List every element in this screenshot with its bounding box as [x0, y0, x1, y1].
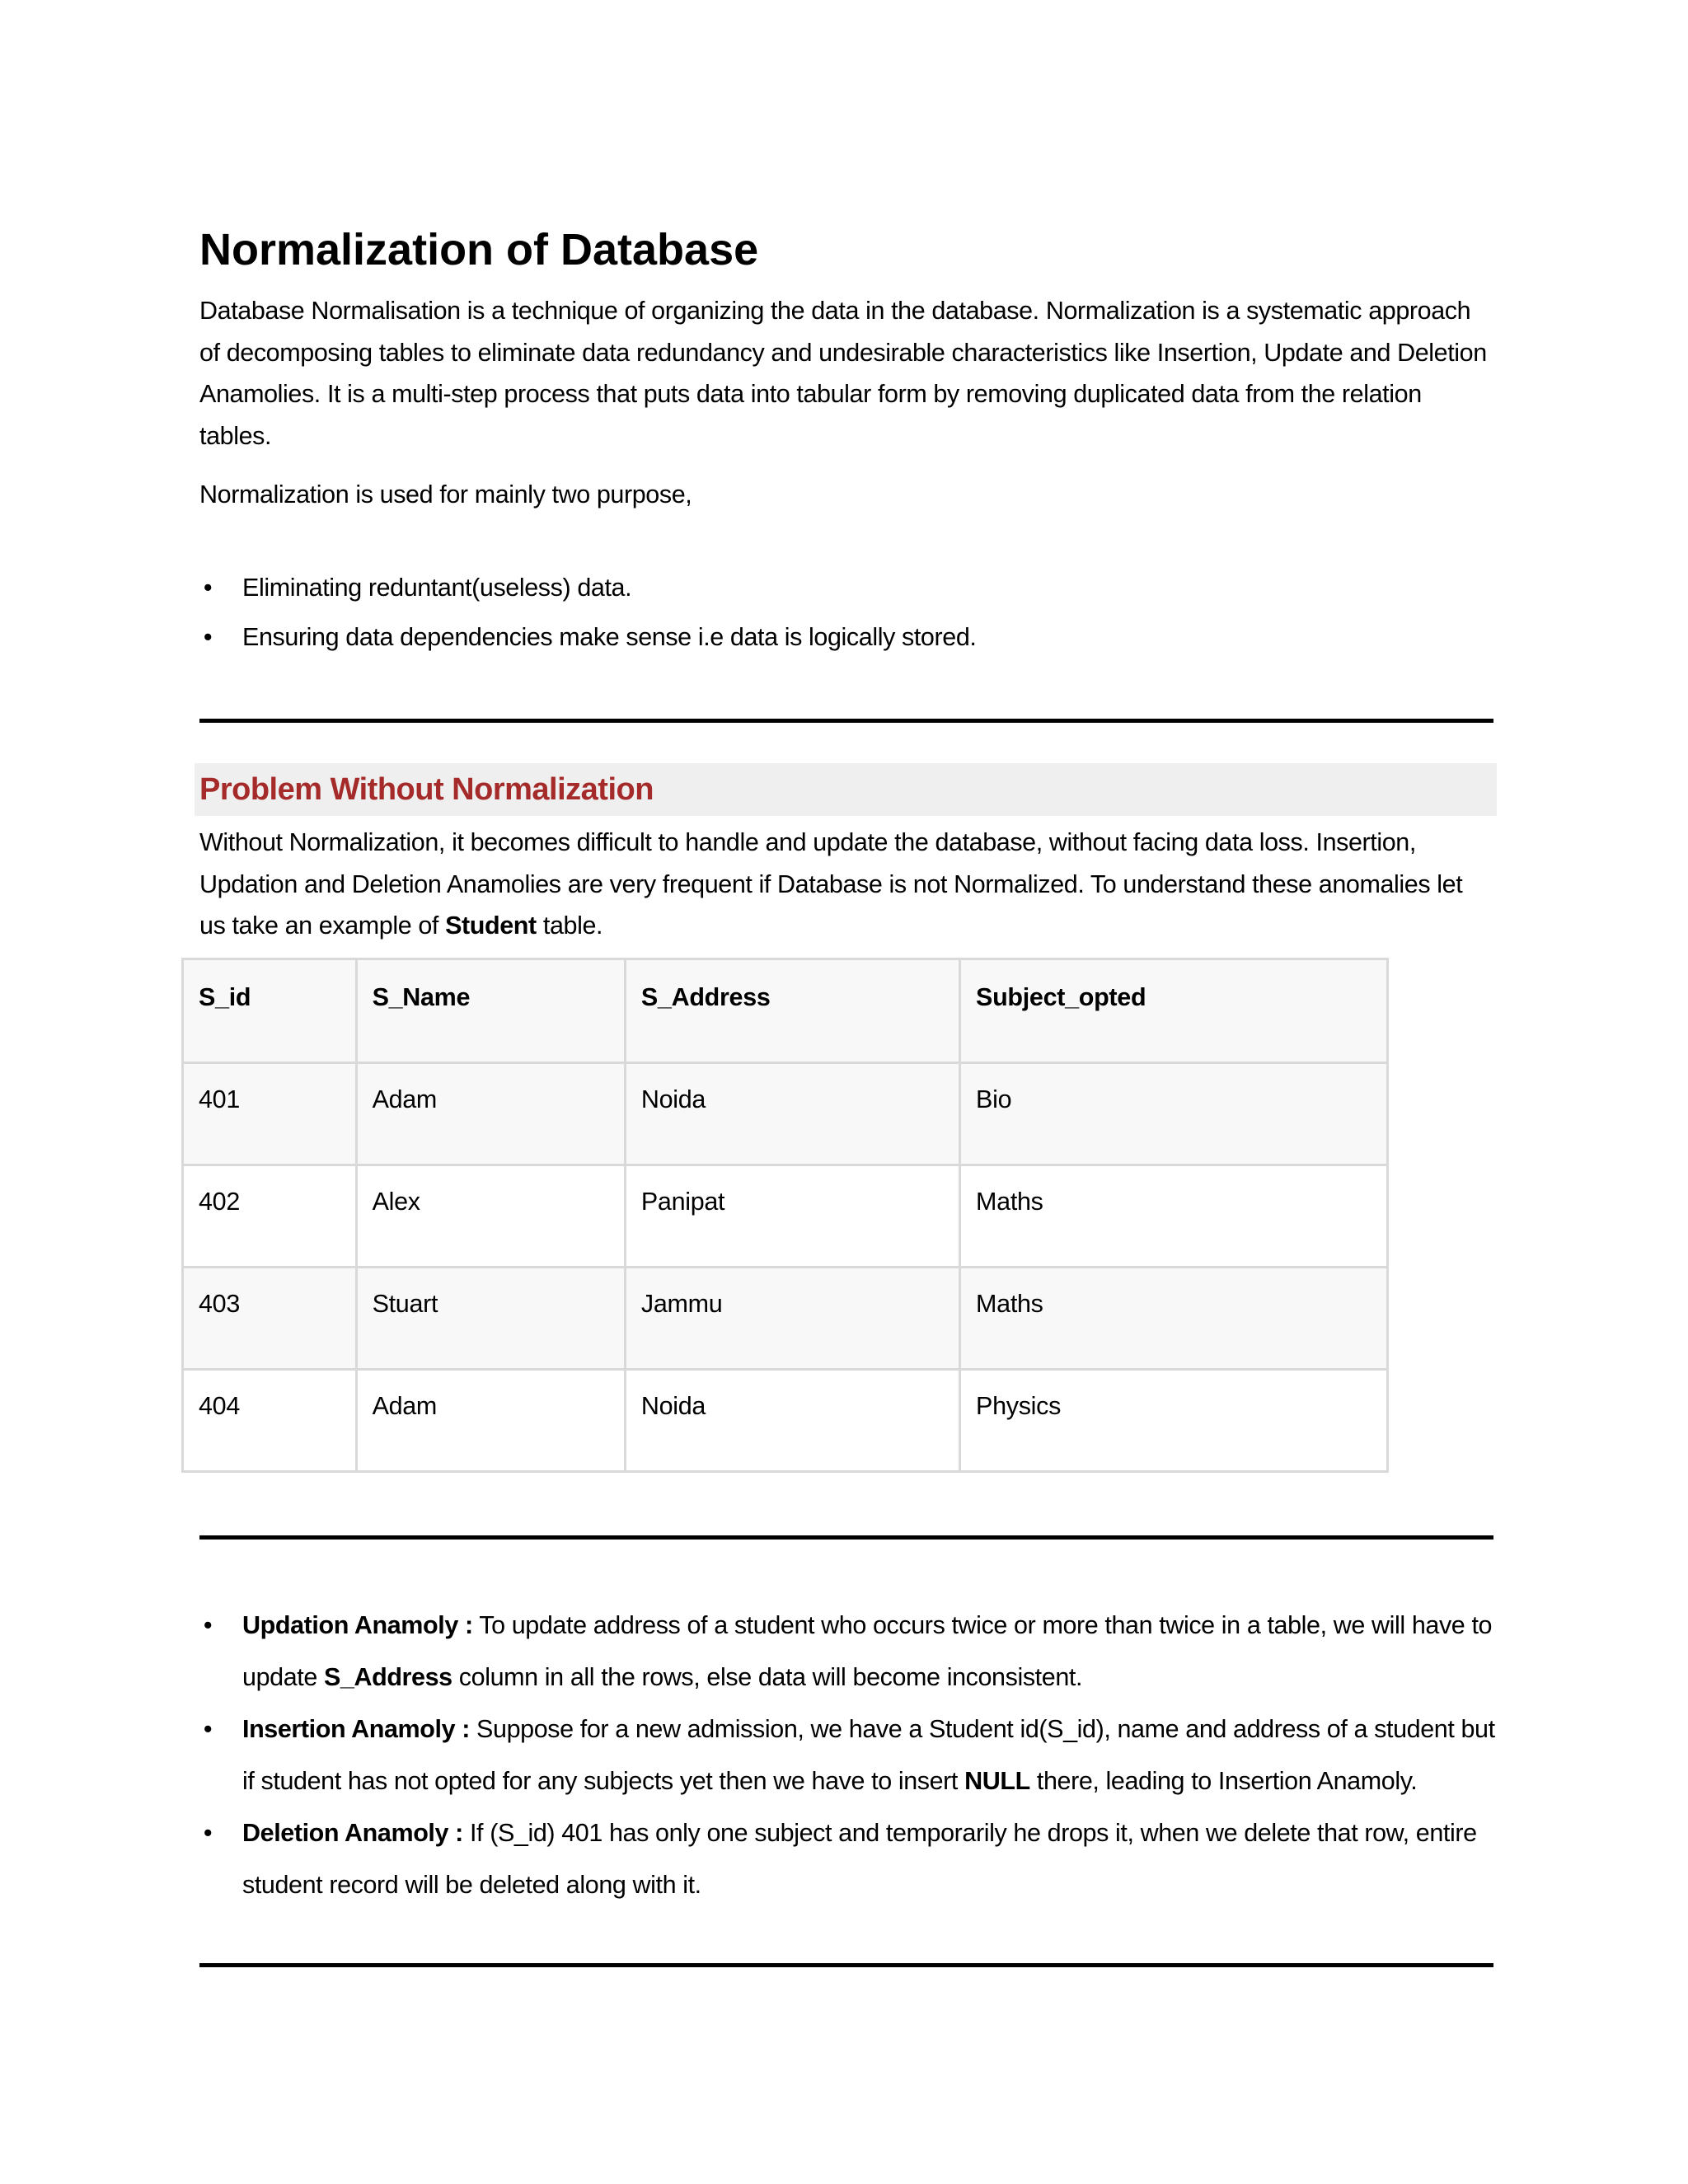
- table-row: [183, 1268, 1388, 1370]
- table-cell: Noida: [625, 1370, 959, 1472]
- anomaly-text-end: there, leading to Insertion Anamoly.: [1029, 1767, 1418, 1795]
- bullet-icon: •: [203, 1611, 213, 1639]
- problem-text: Without Normalization, it becomes difficult to handle and update the database, without facing data loss. Insertion, Updation and Deletion Anamolies are very frequent if Database is not Normalized. To understand these anomalies let us take an example of: [199, 828, 1463, 940]
- table-row: [183, 1165, 1388, 1268]
- table-cell: 404: [183, 1370, 357, 1472]
- horizontal-divider: [199, 1963, 1493, 1967]
- intro-paragraph: Database Normalisation is a technique of organizing the data in the database. Normalization is a systematic approach of decomposing tables to eliminate data redundancy and undesirable characteristics like Insertion, Update and Deletion Anamolies. It is a multi-step process that puts data into tabular form by removing duplicated data from the relation tables.: [199, 297, 1487, 450]
- page-title: Normalization of Database: [199, 225, 759, 274]
- horizontal-divider: [199, 1535, 1493, 1540]
- anomaly-text-end: column in all the rows, else data will become inconsistent.: [452, 1663, 1083, 1691]
- table-header-row: [183, 959, 1388, 1063]
- list-item: [199, 612, 1502, 662]
- student-table: [181, 958, 1389, 1473]
- list-item-text: Ensuring data dependencies make sense i.e data is logically stored.: [242, 623, 977, 651]
- table-row: [183, 1063, 1388, 1165]
- column-header-subject-opted: Subject_opted: [960, 959, 1388, 1063]
- horizontal-divider: [199, 719, 1493, 723]
- table-cell: Physics: [960, 1370, 1388, 1472]
- table-cell: 401: [183, 1063, 357, 1165]
- anomaly-text: To update address of a student who occurs twice or more than twice in a table, we will have to update: [242, 1611, 1493, 1691]
- table-cell: Maths: [960, 1268, 1388, 1370]
- list-item-updation-anomaly: [199, 1600, 1502, 1704]
- table-cell: Panipat: [625, 1165, 959, 1268]
- list-item: [199, 563, 1502, 612]
- table-cell: Bio: [960, 1063, 1388, 1165]
- purpose-lead: Normalization is used for mainly two purpose,: [199, 480, 692, 509]
- anomaly-text: Suppose for a new admission, we have a Student id(S_id), name and address of a student but if student has not opted for any subjects yet then we have to insert: [242, 1715, 1495, 1795]
- table-cell: Alex: [356, 1165, 625, 1268]
- section-heading: Problem Without Normalization: [199, 772, 654, 807]
- bullet-icon: •: [203, 574, 213, 602]
- list-item-deletion-anomaly: [199, 1807, 1502, 1911]
- purpose-list: [199, 563, 1502, 662]
- list-item-text: Eliminating reduntant(useless) data.: [242, 574, 632, 602]
- list-item-insertion-anomaly: [199, 1704, 1502, 1807]
- table-cell: Adam: [356, 1063, 625, 1165]
- bullet-icon: •: [203, 623, 213, 651]
- table-cell: Noida: [625, 1063, 959, 1165]
- anomaly-bold-term: NULL: [964, 1767, 1030, 1795]
- problem-paragraph: [199, 822, 1493, 947]
- problem-text-end: table.: [536, 912, 603, 940]
- problem-bold-term: Student: [445, 912, 537, 940]
- anomaly-term: Insertion Anamoly :: [242, 1715, 470, 1743]
- column-header-s-address: S_Address: [625, 959, 959, 1063]
- anomaly-term: Deletion Anamoly :: [242, 1819, 463, 1847]
- table-cell: Adam: [356, 1370, 625, 1472]
- anomaly-list: [199, 1600, 1502, 1911]
- column-header-s-name: S_Name: [356, 959, 625, 1063]
- table-cell: Jammu: [625, 1268, 959, 1370]
- table-cell: Stuart: [356, 1268, 625, 1370]
- table-cell: Maths: [960, 1165, 1388, 1268]
- anomaly-term: Updation Anamoly :: [242, 1611, 473, 1639]
- bullet-icon: •: [203, 1715, 213, 1743]
- table-cell: 402: [183, 1165, 357, 1268]
- anomaly-text: If (S_id) 401 has only one subject and temporarily he drops it, when we delete that row, entire student record will be deleted along with it.: [242, 1819, 1477, 1899]
- table-cell: 403: [183, 1268, 357, 1370]
- section-heading-band: [195, 763, 1497, 816]
- anomaly-bold-term: S_Address: [323, 1663, 452, 1691]
- table-row: [183, 1370, 1388, 1472]
- column-header-s-id: S_id: [183, 959, 357, 1063]
- bullet-icon: •: [203, 1819, 213, 1847]
